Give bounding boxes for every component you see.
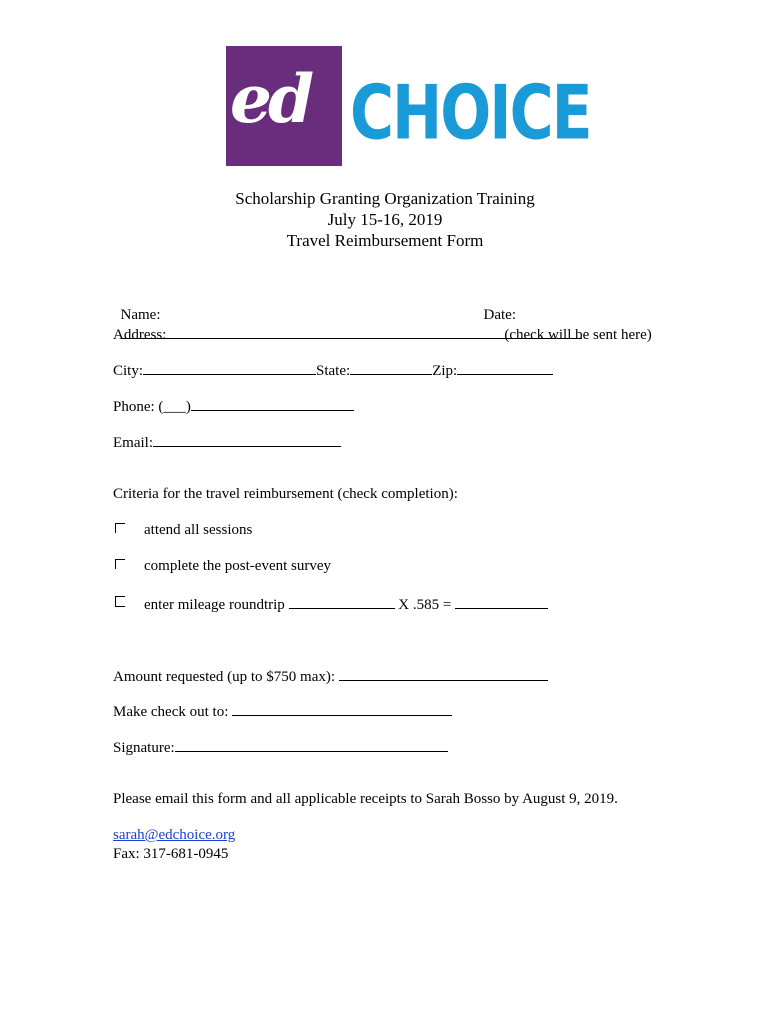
submission-instructions: Please email this form and all applicable receipts to Sarah Bosso by August 9, 2019.: [113, 791, 618, 807]
email-field[interactable]: [153, 432, 341, 447]
signature-label: Signature:: [113, 740, 175, 756]
phone-field[interactable]: [191, 396, 354, 411]
logo-choice-text: CHOICE: [350, 69, 591, 158]
mileage-multiplier: X .585 =: [398, 597, 452, 613]
address-field[interactable]: [166, 324, 504, 339]
city-field[interactable]: [143, 360, 316, 375]
state-field[interactable]: [350, 360, 432, 375]
email-label: Email:: [113, 435, 153, 451]
state-label: State:: [316, 363, 351, 379]
zip-label: Zip:: [432, 363, 458, 379]
city-label: City:: [113, 363, 144, 379]
logo-purple-box: [226, 46, 342, 166]
address-label: Address:: [113, 327, 167, 343]
amount-label: Amount requested (up to $750 max):: [113, 669, 336, 685]
mileage-field[interactable]: [289, 594, 395, 609]
mileage-total-field[interactable]: [455, 594, 548, 609]
title-line-2: July 15-16, 2019: [327, 210, 443, 229]
criteria-item-attend: attend all sessions: [144, 522, 253, 538]
payee-field[interactable]: [232, 701, 452, 716]
address-row: [113, 324, 652, 344]
title-line-3: Travel Reimbursement Form: [286, 231, 484, 250]
checkbox-post-event-survey[interactable]: [115, 559, 125, 569]
name-label: Name:: [120, 307, 161, 323]
form-title: [0, 188, 770, 251]
signature-row: [113, 737, 448, 757]
address-note: (check will be sent here): [504, 327, 652, 343]
payee-label: Make check out to:: [113, 704, 229, 720]
criteria-heading: Criteria for the travel reimbursement (check completion):: [113, 486, 458, 502]
contact-email-link[interactable]: sarah@edchoice.org: [113, 827, 236, 843]
criteria-item-survey: complete the post-event survey: [144, 558, 332, 574]
checkbox-attend-sessions[interactable]: [115, 523, 125, 533]
edchoice-logo: [226, 46, 591, 168]
checkbox-mileage[interactable]: [115, 596, 125, 607]
payee-row: [113, 701, 452, 721]
amount-row: [113, 666, 548, 686]
criteria-item-mileage: enter mileage roundtrip: [144, 597, 285, 613]
zip-field[interactable]: [457, 360, 553, 375]
amount-field[interactable]: [339, 666, 548, 681]
signature-field[interactable]: [175, 737, 448, 752]
phone-row: [113, 396, 354, 416]
email-row: [113, 432, 341, 452]
title-line-1: Scholarship Granting Organization Training: [235, 189, 535, 208]
date-label: Date:: [483, 307, 516, 323]
city-state-zip-row: [113, 360, 553, 380]
logo-ed-text: ed: [230, 60, 311, 138]
fax-number: Fax: 317-681-0945: [113, 846, 229, 862]
phone-label: Phone: (___): [113, 399, 191, 415]
criteria-item-mileage-row: [144, 594, 548, 614]
